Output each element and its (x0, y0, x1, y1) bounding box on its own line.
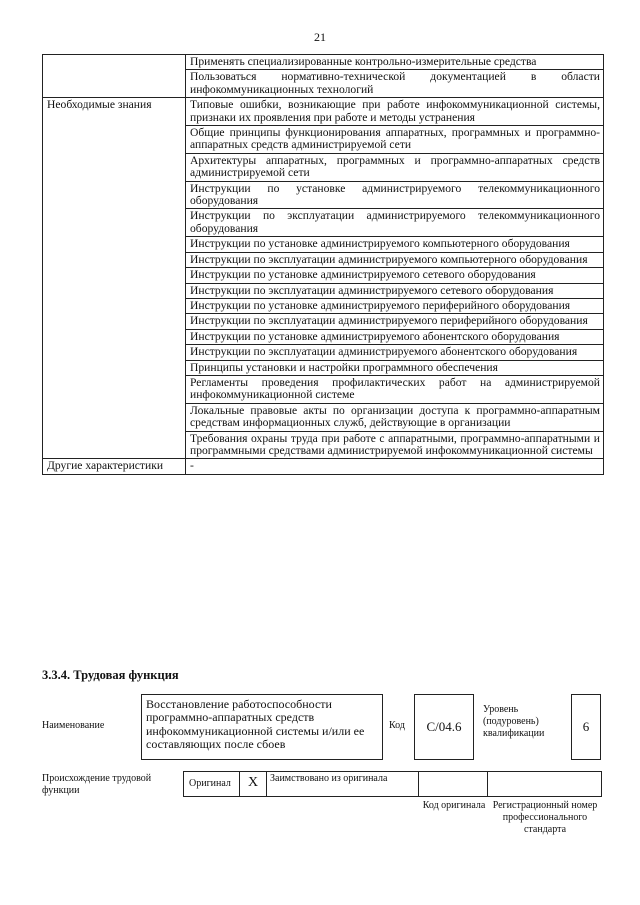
table-row (43, 375, 604, 403)
table-row (43, 126, 604, 154)
row-label (43, 345, 186, 360)
row-label (43, 70, 186, 98)
table-row (43, 314, 604, 329)
row-label: Необходимые знания (43, 98, 186, 126)
table-row (43, 431, 604, 459)
qualification-level-box: 6 (571, 694, 601, 760)
table-row (43, 403, 604, 431)
row-content: Инструкции по установке администрируемого сетевого оборудования (186, 268, 604, 283)
function-code-box: С/04.6 (414, 694, 474, 760)
table-row (43, 252, 604, 267)
origin-mark: X (248, 775, 259, 790)
row-content: Типовые ошибки, возникающие при работе инфокоммуникационной системы, признаки их проявления при работе и методы устранения (186, 98, 604, 126)
origin-mark-cell (240, 772, 267, 796)
table-row (43, 345, 604, 360)
section-title: 3.3.4. Трудовая функция (42, 668, 179, 682)
row-label (43, 298, 186, 313)
table-row (43, 360, 604, 375)
row-label (43, 431, 186, 459)
row-label (43, 126, 186, 154)
row-content: Инструкции по эксплуатации администрируемого компьютерного оборудования (186, 252, 604, 267)
row-label: Другие характеристики (43, 459, 186, 474)
row-content: Локальные правовые акты по организации доступа к программно-аппаратным средствам информационных служб, действующие в организации (186, 403, 604, 431)
level-label: Уровень (подуровень) квалификации (483, 704, 545, 739)
code-label: Код (389, 720, 405, 731)
table-row (43, 329, 604, 344)
table-row (43, 268, 604, 283)
row-label (43, 283, 186, 298)
row-content: Инструкции по эксплуатации администрируемого сетевого оборудования (186, 283, 604, 298)
table-row (43, 459, 604, 474)
row-label (43, 403, 186, 431)
origin-code-cell (419, 772, 488, 796)
table-row (43, 298, 604, 313)
table-row (43, 55, 604, 70)
row-label (43, 375, 186, 403)
row-label (43, 55, 186, 70)
table-row (43, 237, 604, 252)
row-label (43, 237, 186, 252)
table-row (43, 209, 604, 237)
row-content: Инструкции по установке администрируемого компьютерного оборудования (186, 237, 604, 252)
row-label (43, 268, 186, 283)
table-row (43, 153, 604, 181)
row-content: Инструкции по установке администрируемого абонентского оборудования (186, 329, 604, 344)
row-label (43, 360, 186, 375)
row-content: Применять специализированные контрольно-измерительные средства (186, 55, 604, 70)
row-content: Инструкции по эксплуатации администрируемого телекоммуникационного оборудования (186, 209, 604, 237)
origin-original-cell (184, 772, 240, 796)
row-content: - (186, 459, 604, 474)
table-row (43, 98, 604, 126)
name-label: Наименование (42, 720, 105, 731)
knowledge-table (42, 54, 604, 475)
origin-borrowed-label: Заимствовано из оригинала (270, 773, 388, 784)
row-content: Пользоваться нормативно-технической документацией в области инфокоммуникационных технологий (186, 70, 604, 98)
table-row (43, 181, 604, 209)
row-label (43, 181, 186, 209)
row-label (43, 153, 186, 181)
row-label (43, 314, 186, 329)
table-row (43, 70, 604, 98)
row-content: Инструкции по установке администрируемого периферийного оборудования (186, 298, 604, 313)
table-row (43, 283, 604, 298)
row-content: Инструкции по установке администрируемого телекоммуникационного оборудования (186, 181, 604, 209)
row-content: Инструкции по эксплуатации администрируемого абонентского оборудования (186, 345, 604, 360)
row-label (43, 329, 186, 344)
page-number: 21 (314, 30, 326, 44)
row-content: Требования охраны труда при работе с аппаратными, программно-аппаратными и программными средствами администрируемой инфокоммуникационной системы (186, 431, 604, 459)
row-content: Общие принципы функционирования аппаратных, программных и программно-аппаратных средств администрируемой сети (186, 126, 604, 154)
row-content: Регламенты проведения профилактических работ на администрируемой инфокоммуникационной системе (186, 375, 604, 403)
origin-original-label: Оригинал (189, 778, 231, 789)
row-content: Инструкции по эксплуатации администрируемого периферийного оборудования (186, 314, 604, 329)
row-label (43, 252, 186, 267)
row-label (43, 209, 186, 237)
origin-label: Происхождение трудовой функции (42, 773, 152, 796)
row-content: Архитектуры аппаратных, программных и программно-аппаратных средств администрируемой сети (186, 153, 604, 181)
origin-reg-cell (488, 772, 603, 796)
origin-table (183, 771, 602, 797)
row-content: Принципы установки и настройки программного обеспечения (186, 360, 604, 375)
footer-reg-label: Регистрационный номер профессионального стандарта (492, 800, 598, 835)
function-name-box: Восстановление работоспособности программно-аппаратных средств инфокоммуникационной системы и/или ее составляющих после сбоев (141, 694, 383, 760)
footer-code-label: Код оригинала (422, 800, 486, 811)
origin-borrowed-cell (267, 772, 419, 796)
